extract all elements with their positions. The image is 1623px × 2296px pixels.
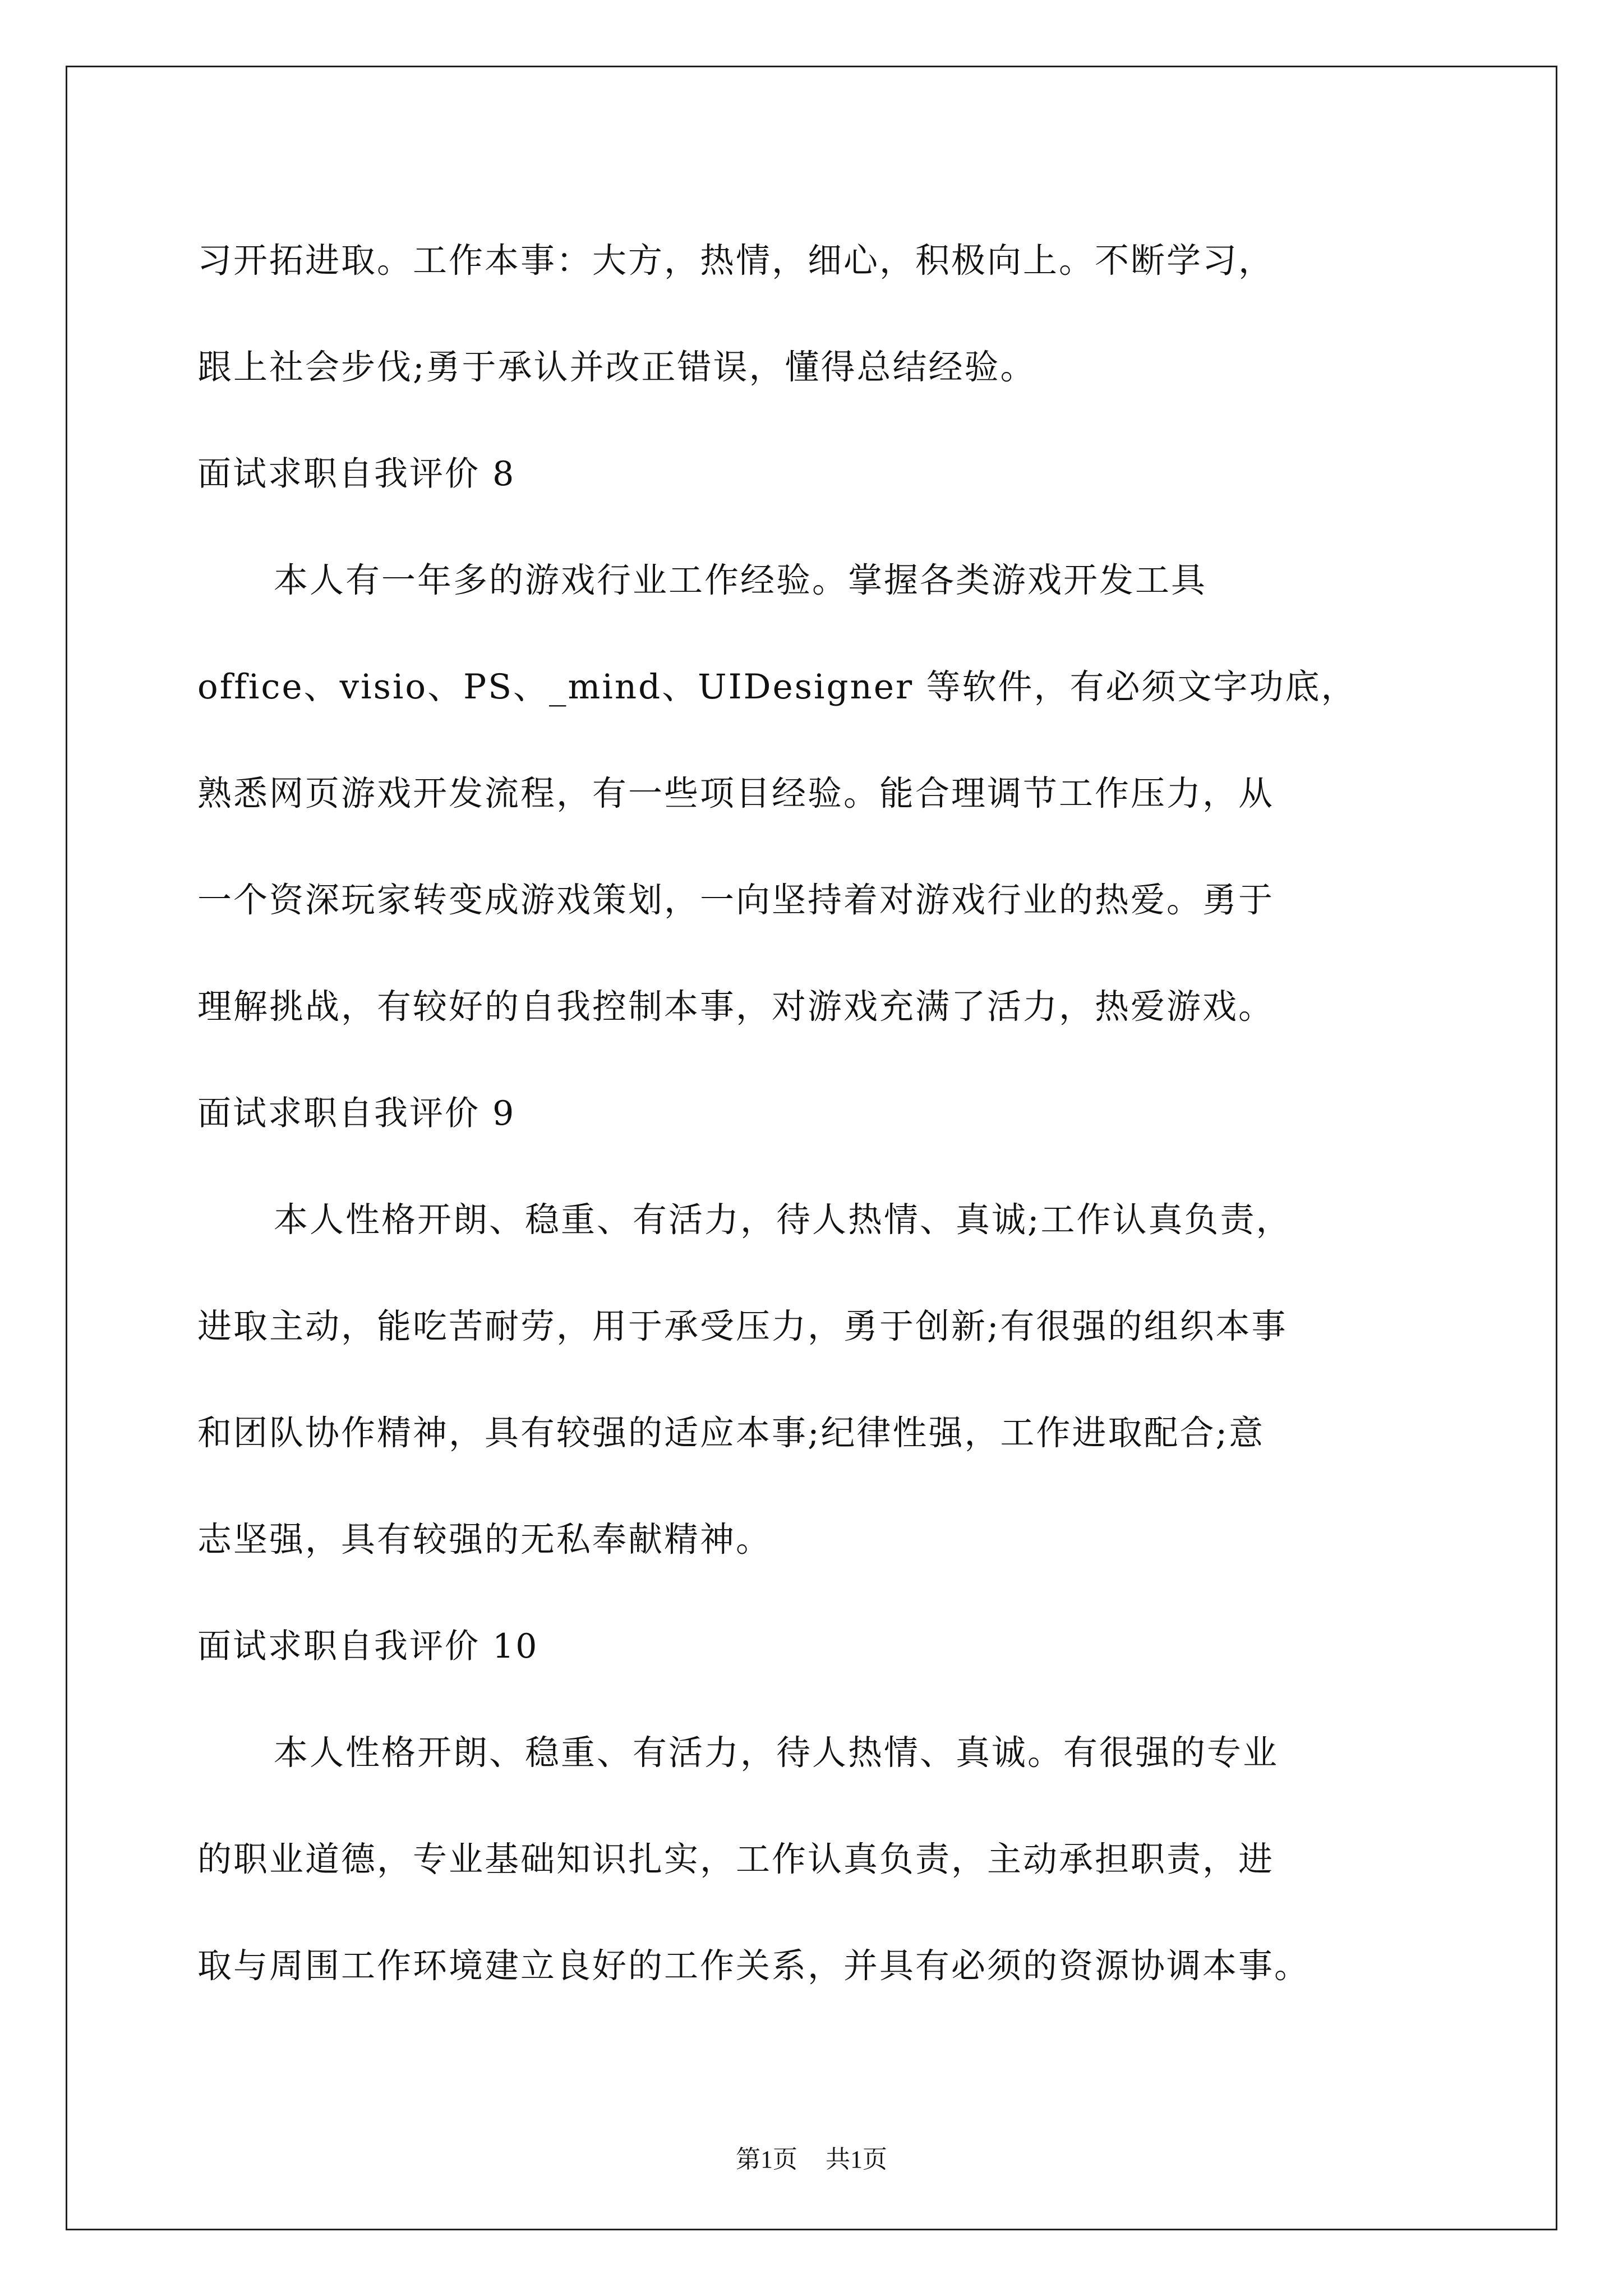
document-body	[197, 208, 1437, 2019]
body-line: 本人有一年多的游戏行业工作经验。掌握各类游戏开发工具	[274, 560, 1207, 600]
body-line: 一个资深玩家转变成游戏策划，一向坚持着对游戏行业的热爱。勇于	[197, 880, 1275, 920]
body-line: 理解挑战，有较好的自我控制本事，对游戏充满了活力，热爱游戏。	[197, 987, 1275, 1027]
body-line: 本人性格开朗、稳重、有活力，待人热情、真诚。有很强的专业	[274, 1733, 1279, 1773]
section-heading: 面试求职自我评价 10	[197, 1627, 539, 1666]
body-line: 取与周围工作环境建立良好的工作关系，并具有必须的资源协调本事。	[197, 1946, 1311, 1986]
body-line: office、visio、PS、_mind、UIDesigner 等软件，有必须文字功底，	[197, 667, 1357, 707]
body-line: 志坚强，具有较强的无私奉献精神。	[197, 1520, 772, 1559]
section-heading: 面试求职自我评价 9	[197, 1094, 516, 1133]
body-line: 和团队协作精神，具有较强的适应本事;纪律性强，工作进取配合;意	[197, 1413, 1265, 1453]
page-footer	[0, 2143, 1623, 2177]
section-heading: 面试求职自我评价 8	[197, 454, 516, 494]
body-line: 本人性格开朗、稳重、有活力，待人热情、真诚;工作认真负责，	[274, 1200, 1292, 1240]
body-line: 的职业道德，专业基础知识扎实，工作认真负责，主动承担职责，进	[197, 1839, 1275, 1879]
page-number-current: 第1页	[736, 2146, 797, 2173]
body-line: 进取主动，能吃苦耐劳，用于承受压力，勇于创新;有很强的组织本事	[197, 1306, 1288, 1346]
page-number-total: 共1页	[826, 2146, 887, 2173]
body-line: 熟悉网页游戏开发流程，有一些项目经验。能合理调节工作压力，从	[197, 774, 1275, 813]
body-line: 跟上社会步伐;勇于承认并改正错误，懂得总结经验。	[197, 347, 1036, 387]
body-line: 习开拓进取。工作本事：大方，热情，细心，积极向上。不断学习，	[197, 241, 1275, 280]
